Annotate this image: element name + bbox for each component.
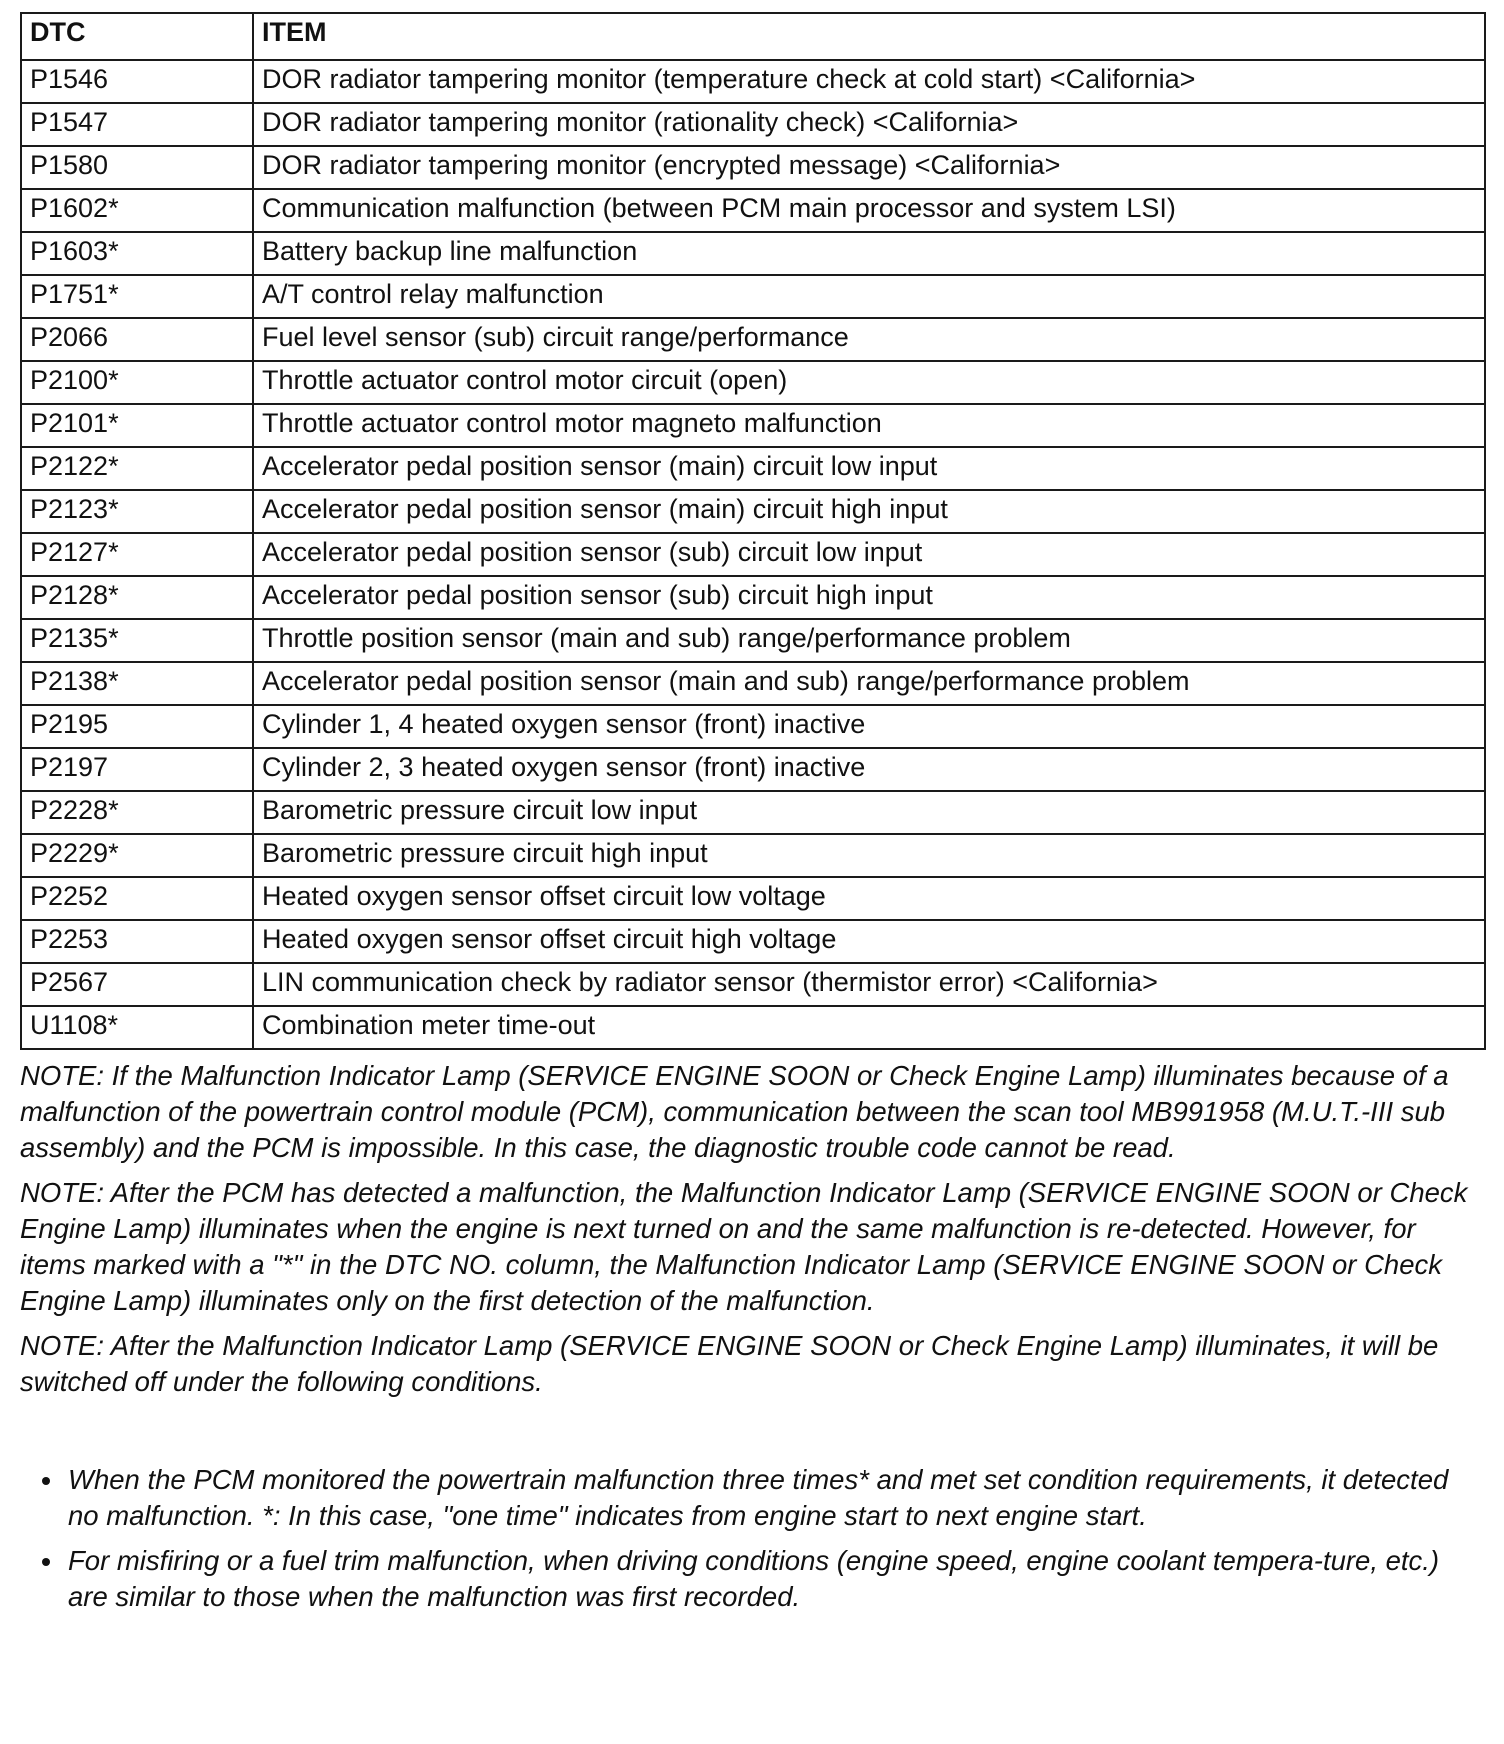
dtc-item: Cylinder 1, 4 heated oxygen sensor (front) inactive — [253, 705, 1485, 748]
dtc-item: Accelerator pedal position sensor (sub) circuit high input — [253, 576, 1485, 619]
table-row — [21, 791, 1485, 834]
dtc-item: DOR radiator tampering monitor (encrypted message) <California> — [253, 146, 1485, 189]
dtc-code: P2228* — [21, 791, 253, 834]
dtc-code: U1108* — [21, 1006, 253, 1049]
bullet-icon — [42, 1558, 50, 1566]
dtc-code: P1751* — [21, 275, 253, 318]
header-dtc: DTC — [21, 13, 253, 60]
note-pcm-communication: NOTE: If the Malfunction Indicator Lamp (SERVICE ENGINE SOON or Check Engine Lamp) illuminates because of a malfunction of the powertrain control module (PCM), communication between the scan tool MB991958 (M.U.T.-III sub assembly) and the PCM is impossible. In this case, the diagnostic trouble code cannot be read. — [20, 1060, 1449, 1163]
dtc-code: P2123* — [21, 490, 253, 533]
table-header-row — [21, 13, 1485, 60]
dtc-code: P1580 — [21, 146, 253, 189]
dtc-item: Accelerator pedal position sensor (main and sub) range/performance problem — [253, 662, 1485, 705]
table-row — [21, 619, 1485, 662]
document-page — [20, 12, 1484, 1624]
bullet-icon — [42, 1477, 50, 1485]
dtc-code: P1602* — [21, 189, 253, 232]
dtc-code: P2197 — [21, 748, 253, 791]
dtc-code: P2122* — [21, 447, 253, 490]
dtc-item: Heated oxygen sensor offset circuit low voltage — [253, 877, 1485, 920]
table-row — [21, 60, 1485, 103]
table-row — [21, 662, 1485, 705]
condition-text: For misfiring or a fuel trim malfunction, when driving conditions (engine speed, engine coolant tempera-ture, etc.) are similar to those when the malfunction was first recorded. — [68, 1545, 1440, 1612]
dtc-item: Accelerator pedal position sensor (sub) circuit low input — [253, 533, 1485, 576]
table-row — [21, 576, 1485, 619]
dtc-item: Fuel level sensor (sub) circuit range/performance — [253, 318, 1485, 361]
dtc-item: Battery backup line malfunction — [253, 232, 1485, 275]
table-row — [21, 834, 1485, 877]
table-row — [21, 490, 1485, 533]
dtc-item: Barometric pressure circuit low input — [253, 791, 1485, 834]
dtc-code: P2101* — [21, 404, 253, 447]
dtc-code: P2135* — [21, 619, 253, 662]
table-row — [21, 146, 1485, 189]
condition-text: When the PCM monitored the powertrain malfunction three times* and met set condition requirements, it detected no malfunction. *: In this case, "one time" indicates from engine start to next engine start. — [68, 1464, 1449, 1531]
table-row — [21, 361, 1485, 404]
dtc-code: P2229* — [21, 834, 253, 877]
table-row — [21, 404, 1485, 447]
dtc-code: P2100* — [21, 361, 253, 404]
table-row — [21, 920, 1485, 963]
dtc-item: Throttle actuator control motor magneto malfunction — [253, 404, 1485, 447]
table-row — [21, 103, 1485, 146]
switch-off-conditions-list — [20, 1462, 1484, 1615]
dtc-code: P1603* — [21, 232, 253, 275]
dtc-item: Throttle position sensor (main and sub) range/performance problem — [253, 619, 1485, 662]
dtc-code: P2253 — [21, 920, 253, 963]
dtc-item: Barometric pressure circuit high input — [253, 834, 1485, 877]
dtc-item: Cylinder 2, 3 heated oxygen sensor (front) inactive — [253, 748, 1485, 791]
dtc-code: P2066 — [21, 318, 253, 361]
dtc-code: P1547 — [21, 103, 253, 146]
dtc-item: Accelerator pedal position sensor (main) circuit high input — [253, 490, 1485, 533]
dtc-table — [20, 12, 1486, 1050]
table-row — [21, 447, 1485, 490]
table-row — [21, 318, 1485, 361]
dtc-code: P2127* — [21, 533, 253, 576]
table-row — [21, 1006, 1485, 1049]
dtc-item: Communication malfunction (between PCM main processor and system LSI) — [253, 189, 1485, 232]
dtc-code: P2138* — [21, 662, 253, 705]
table-row — [21, 963, 1485, 1006]
dtc-item: Heated oxygen sensor offset circuit high voltage — [253, 920, 1485, 963]
table-row — [21, 533, 1485, 576]
dtc-code: P1546 — [21, 60, 253, 103]
dtc-item: A/T control relay malfunction — [253, 275, 1485, 318]
dtc-code: P2567 — [21, 963, 253, 1006]
dtc-code: P2252 — [21, 877, 253, 920]
table-row — [21, 748, 1485, 791]
dtc-item: LIN communication check by radiator sensor (thermistor error) <California> — [253, 963, 1485, 1006]
dtc-code: P2195 — [21, 705, 253, 748]
dtc-item: DOR radiator tampering monitor (rationality check) <California> — [253, 103, 1485, 146]
dtc-code: P2128* — [21, 576, 253, 619]
dtc-item: DOR radiator tampering monitor (temperature check at cold start) <California> — [253, 60, 1485, 103]
note-mil-switch-off: NOTE: After the Malfunction Indicator Lamp (SERVICE ENGINE SOON or Check Engine Lamp) illuminates, it will be switched off under the following conditions. — [20, 1330, 1439, 1397]
table-row — [21, 232, 1485, 275]
note-mil-illumination: NOTE: After the PCM has detected a malfunction, the Malfunction Indicator Lamp (SERVICE ENGINE SOON or Check Engine Lamp) illuminates when the engine is next turned on and the same malfunction is re-detected. However, for items marked with a "*" in the DTC NO. column, the Malfunction Indicator Lamp (SERVICE ENGINE SOON or Check Engine Lamp) illuminates only on the first detection of the malfunction. — [20, 1177, 1468, 1316]
table-row — [21, 189, 1485, 232]
dtc-item: Throttle actuator control motor circuit (open) — [253, 361, 1485, 404]
header-item: ITEM — [253, 13, 1485, 60]
list-item — [20, 1543, 1484, 1615]
list-item — [20, 1462, 1484, 1534]
dtc-item: Combination meter time-out — [253, 1006, 1485, 1049]
table-row — [21, 877, 1485, 920]
table-row — [21, 275, 1485, 318]
dtc-item: Accelerator pedal position sensor (main) circuit low input — [253, 447, 1485, 490]
table-row — [21, 705, 1485, 748]
